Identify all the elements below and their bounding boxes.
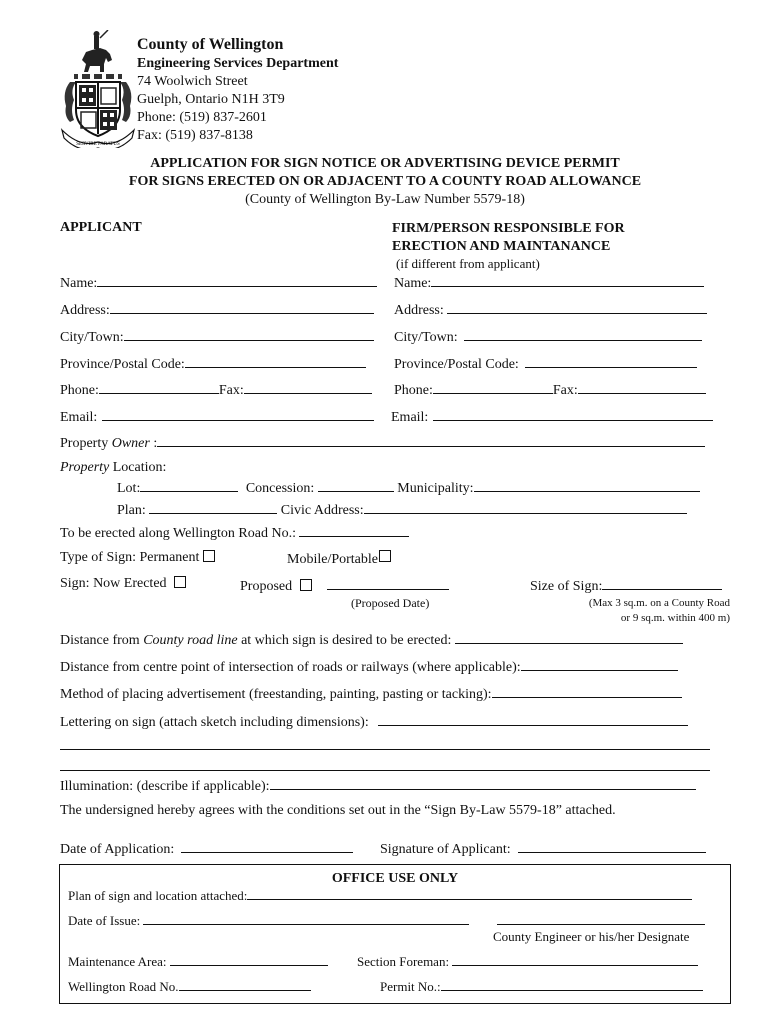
date-application-label: Date of Application: [60,842,175,857]
lettering-line-3[interactable] [60,757,710,771]
illumination-label: Illumination: (describe if applicable): [60,779,270,794]
firm-name-field[interactable] [431,273,704,287]
applicant-province-field[interactable] [185,354,366,368]
firm-fax-label: Fax: [552,383,578,398]
firm-email-row [391,407,713,426]
plan-field[interactable] [149,500,277,514]
date-issue-row [68,912,469,929]
lot-label: Lot: [117,481,141,496]
applicant-address-label: Address: [60,303,110,318]
applicant-province-label: Province/Postal Code: [60,357,185,372]
firm-phone-label: Phone: [394,383,433,398]
property-owner-field[interactable] [157,433,705,447]
plan-attached-field[interactable] [247,887,692,900]
applicant-email-label: Email: [60,410,98,425]
method-field[interactable] [492,684,682,698]
distance-road-label-b: County road line [143,633,238,648]
plan-civic-row [117,500,687,519]
applicant-address-row [60,300,374,319]
proposed-date-caption: (Proposed Date) [351,596,430,610]
applicant-province-row [60,354,366,373]
bylaw-reference: (County of Wellington By-Law Number 5579-18) [245,192,525,207]
firm-city-field[interactable] [464,327,702,341]
road-number-field[interactable] [299,523,409,537]
applicant-city-field[interactable] [124,327,374,341]
applicant-address-field[interactable] [110,300,374,314]
firm-note: (if different from applicant) [396,256,540,271]
mobile-row [287,550,391,568]
office-road-label: Wellington Road No. [68,979,179,994]
sign-type-permanent-label: Type of Sign: Permanent [60,550,200,565]
distance-road-field[interactable] [455,630,683,644]
property-location-label-a: Property [60,460,110,475]
property-owner-label-a: Property [60,436,109,451]
mobile-portable-checkbox[interactable] [379,550,391,562]
lettering-row [60,712,688,731]
sign-size-note-line-1: (Max 3 sq.m. on a County Road [588,597,730,609]
applicant-city-label: City/Town: [60,330,124,345]
mobile-portable-label: Mobile/Portable [287,552,378,567]
distance-intersection-label: Distance from centre point of intersection of roads or railways (where applicable): [60,660,521,675]
maintenance-row [68,953,328,970]
date-application-field[interactable] [181,839,353,853]
signature-field[interactable] [518,839,706,853]
property-location-heading [60,460,166,476]
applicant-fax-label: Fax: [218,383,244,398]
firm-province-field[interactable] [525,354,697,368]
department-name: Engineering Services Department [137,56,339,71]
proposed-label: Proposed [240,579,293,594]
applicant-fax-field[interactable] [244,380,372,394]
firm-name-label: Name: [394,276,432,291]
concession-label: Concession: [245,481,315,496]
firm-heading-line-2: ERECTION AND MAINTANANCE [392,239,611,254]
office-road-field[interactable] [179,978,311,991]
proposed-checkbox[interactable] [300,579,312,591]
now-erected-row [60,576,186,592]
firm-name-row [394,273,704,292]
applicant-email-row [60,407,374,426]
distance-road-label-c: at which sign is desired to be erected: [241,633,452,648]
office-use-title: OFFICE USE ONLY [331,871,459,886]
agreement-text: The undersigned hereby agrees with the conditions set out in the “Sign By-Law 5579-18” attached. [60,803,616,818]
firm-city-row [394,327,702,346]
date-issue-field[interactable] [143,912,469,925]
signature-label: Signature of Applicant: [380,842,511,857]
sign-size-field[interactable] [602,576,722,590]
permit-row [380,978,703,995]
form-title [0,155,770,191]
firm-heading [392,220,625,256]
method-label: Method of placing advertisement (freestanding, painting, pasting or tacking): [60,687,492,702]
lettering-field[interactable] [378,712,688,726]
method-row [60,684,682,703]
engineer-caption: County Engineer or his/her Designate [493,929,690,944]
now-erected-checkbox[interactable] [174,576,186,588]
applicant-name-row [60,273,377,292]
letterhead [137,35,338,145]
date-application-row [60,839,353,858]
maintenance-field[interactable] [170,953,328,966]
proposed-date-field[interactable] [327,576,449,590]
firm-fax-field[interactable] [578,380,706,394]
road-number-row [60,523,409,542]
permit-label: Permit No.: [380,979,441,994]
plan-attached-label: Plan of sign and location attached: [68,888,248,903]
phone-number: Phone: (519) 837-2601 [137,110,267,125]
concession-field[interactable] [318,478,394,492]
lot-concession-row [117,478,700,497]
lettering-line-2[interactable] [60,736,710,750]
city-address: Guelph, Ontario N1H 3T9 [137,92,285,107]
sign-size-label: Size of Sign: [530,579,603,594]
applicant-heading: APPLICANT [60,220,142,235]
lot-field[interactable] [140,478,238,492]
foreman-row [357,953,698,970]
municipality-field[interactable] [474,478,700,492]
permanent-checkbox[interactable] [203,550,215,562]
foreman-label: Section Foreman: [357,954,450,969]
sign-size-row [530,576,722,595]
org-name: County of Wellington [137,36,284,53]
firm-email-field[interactable] [433,407,713,421]
proposed-row [240,576,449,595]
firm-heading-line-1: FIRM/PERSON RESPONSIBLE FOR [392,221,625,236]
applicant-name-label: Name: [60,276,98,291]
distance-road-label-a: Distance from [60,633,140,648]
distance-intersection-field[interactable] [521,657,678,671]
property-owner-label-c: : [153,436,158,451]
firm-phone-row [394,380,706,399]
applicant-phone-label: Phone: [60,383,99,398]
firm-address-field[interactable] [447,300,707,314]
illumination-row [60,776,696,795]
crest-motto: SERVIRE PARATUS [76,142,120,147]
firm-province-row [394,354,697,373]
firm-province-label: Province/Postal Code: [394,357,519,372]
applicant-email-field[interactable] [102,407,374,421]
firm-address-row [394,300,707,319]
firm-city-label: City/Town: [394,330,458,345]
distance-road-row [60,630,683,649]
sign-type-row [60,550,215,566]
county-crest-logo [60,30,136,148]
foreman-field[interactable] [452,953,698,966]
civic-address-field[interactable] [364,500,687,514]
permit-field[interactable] [441,978,703,991]
firm-phone-field[interactable] [433,380,553,394]
distance-intersection-row [60,657,678,676]
applicant-phone-field[interactable] [99,380,219,394]
municipality-label: Municipality: [397,481,474,496]
sign-size-note [560,596,730,626]
title-line-1: APPLICATION FOR SIGN NOTICE OR ADVERTISING DEVICE PERMIT [150,156,620,171]
firm-address-label: Address: [394,303,444,318]
illumination-field[interactable] [270,776,696,790]
date-issue-label: Date of Issue: [68,913,141,928]
sign-size-note-line-2: or 9 sq.m. within 400 m) [620,612,730,624]
property-owner-label-b: Owner [111,436,150,451]
road-no-row [68,978,311,995]
engineer-signature-field[interactable] [497,912,705,925]
street-address: 74 Woolwich Street [137,74,248,89]
civic-address-label: Civic Address: [280,503,364,518]
title-line-2: FOR SIGNS ERECTED ON OR ADJACENT TO A COUNTY ROAD ALLOWANCE [128,174,642,189]
firm-email-label: Email: [391,410,429,425]
signature-row [380,839,706,858]
lettering-label: Lettering on sign (attach sketch including dimensions): [60,715,369,730]
fax-number: Fax: (519) 837-8138 [137,128,253,143]
property-location-label-b: Location: [112,460,167,475]
maintenance-label: Maintenance Area: [68,954,167,969]
applicant-city-row [60,327,374,346]
plan-label: Plan: [117,503,146,518]
now-erected-label: Sign: Now Erected [60,576,167,591]
applicant-name-field[interactable] [97,273,377,287]
road-number-label: To be erected along Wellington Road No.: [60,526,296,541]
plan-attached-row [68,887,692,904]
property-owner-row [60,433,705,452]
applicant-phone-row [60,380,372,399]
